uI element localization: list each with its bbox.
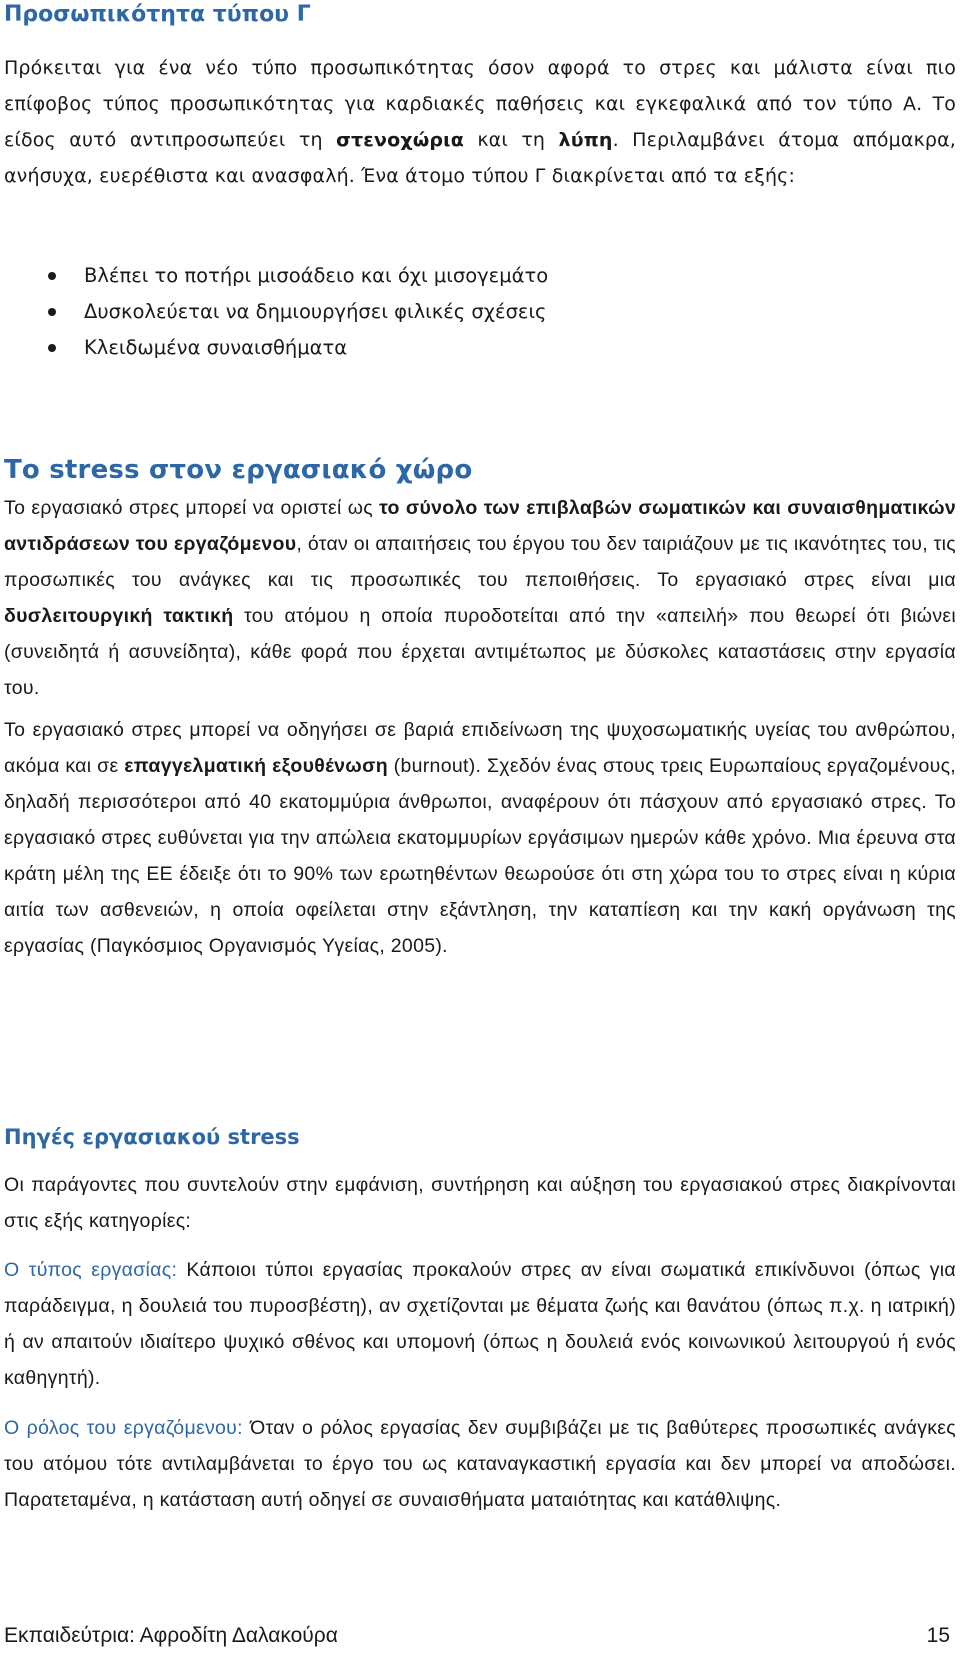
footer-author: Εκπαιδεύτρια: Αφροδίτη Δαλακούρα	[4, 1624, 338, 1647]
section-heading-stress-sources: Πηγές εργασιακού stress	[4, 1125, 300, 1149]
category-label: Ο τύπος εργασίας:	[4, 1259, 178, 1281]
workplace-paragraph-1: Το εργασιακό στρες μπορεί να οριστεί ως το σύνολο των επιβλαβών σωματικών και συναισθηματικών αντιδράσεων του εργαζόμενου, όταν οι απαιτήσεις του έργου του δεν ταιριάζουν με τις ικανότητες του, τις προσωπικές του ανάγκες και τις προσωπικές του πεποιθήσεις. Το εργασιακό στρες είναι μια δυσλειτουργική τακτική του ατόμου η οποία πυροδοτείται από την «απειλή» που θεωρεί ότι βιώνει (συνειδητά ή ασυνείδητα), κάθε φορά που έρχεται αντιμέτωπος με δύσκολες καταστάσεις στην εργασία του.	[4, 497, 957, 699]
list-item: Δυσκολεύεται να δημιουργήσει φιλικές σχέσεις	[0, 294, 548, 330]
bullet-icon	[48, 272, 56, 280]
type-g-paragraph: Πρόκειται για ένα νέο τύπο προσωπικότητας όσον αφορά το στρες και μάλιστα είναι πιο επίφοβος τύπος προσωπικότητας για καρδιακές παθήσεις και εγκεφαλικά από τον τύπο Α. Το είδος αυτό αντιπροσωπεύει τη στενοχώρια και τη λύπη. Περιλαμβάνει άτομα απόμακρα, ανήσυχα, ευερέθιστα και ανασφαλή. Ένα άτομο τύπου Γ διακρίνεται από τα εξής:	[4, 57, 956, 187]
page-number: 15	[926, 1624, 950, 1647]
bullet-icon	[48, 308, 56, 316]
section-heading-type-g: Προσωπικότητα τύπου Γ	[4, 2, 311, 27]
type-g-bullet-list	[0, 258, 548, 366]
page-footer	[4, 1619, 950, 1653]
sources-item-employee-role: Ο ρόλος του εργαζόμενου: Όταν ο ρόλος εργασίας δεν συμβιβάζει με τις βαθύτερες προσωπικές ανάγκες του ατόμου τότε αντιλαμβάνεται το έργο του ως καταναγκαστική εργασία και δεν μπορεί να αποδώσει. Παρατεταμένα, η κατάσταση αυτή οδηγεί σε συναισθήματα ματαιότητας και κατάθλιψης.	[4, 1417, 956, 1511]
list-item: Βλέπει το ποτήρι μισοάδειο και όχι μισογεμάτο	[0, 258, 548, 294]
workplace-paragraph-2: Το εργασιακό στρες μπορεί να οδηγήσει σε βαριά επιδείνωση της ψυχοσωματικής υγείας του ανθρώπου, ακόμα και σε επαγγελματική εξουθένωση (burnout). Σχεδόν ένας στους τρεις Ευρωπαίους εργαζομένους, δηλαδή περισσότεροι από 40 εκατομμύρια άνθρωποι, αναφέρουν ότι πάσχουν από εργασιακό στρες. Το εργασιακό στρες ευθύνεται για την απώλεια εκατομμυρίων εργάσιμων ημερών κάθε χρόνο. Μια έρευνα στα κράτη μέλη της ΕΕ έδειξε ότι το 90% των ερωτηθέντων θεωρούσε ότι στη χώρα του το στρες είναι η κύρια αιτία των ασθενειών, η οποία οφείλεται στην εξάντληση, την καταπίεση και την κακή οργάνωση της εργασίας (Παγκόσμιος Οργανισμός Υγείας, 2005).	[4, 719, 956, 957]
category-label: Ο ρόλος του εργαζόμενου:	[4, 1417, 243, 1439]
sources-intro-paragraph: Οι παράγοντες που συντελούν στην εμφάνιση, συντήρηση και αύξηση του εργασιακού στρες διακρίνονται στις εξής κατηγορίες:	[4, 1174, 956, 1232]
bullet-icon	[48, 344, 56, 352]
sources-item-job-type: Ο τύπος εργασίας: Κάποιοι τύποι εργασίας προκαλούν στρες αν είναι σωματικά επικίνδυνοι (όπως για παράδειγμα, η δουλειά του πυροσβέστη), αν σχετίζονται με θέματα ζωής και θανάτου (όπως π.χ. η ιατρική) ή αν απαιτούν ιδιαίτερο ψυχικό σθένος και υπομονή (όπως η δουλειά ενός κοινωνικού λειτουργού ή ενός καθηγητή).	[4, 1259, 956, 1389]
section-heading-workplace-stress: Το stress στον εργασιακό χώρο	[4, 455, 473, 485]
list-item: Κλειδωμένα συναισθήματα	[0, 330, 548, 366]
